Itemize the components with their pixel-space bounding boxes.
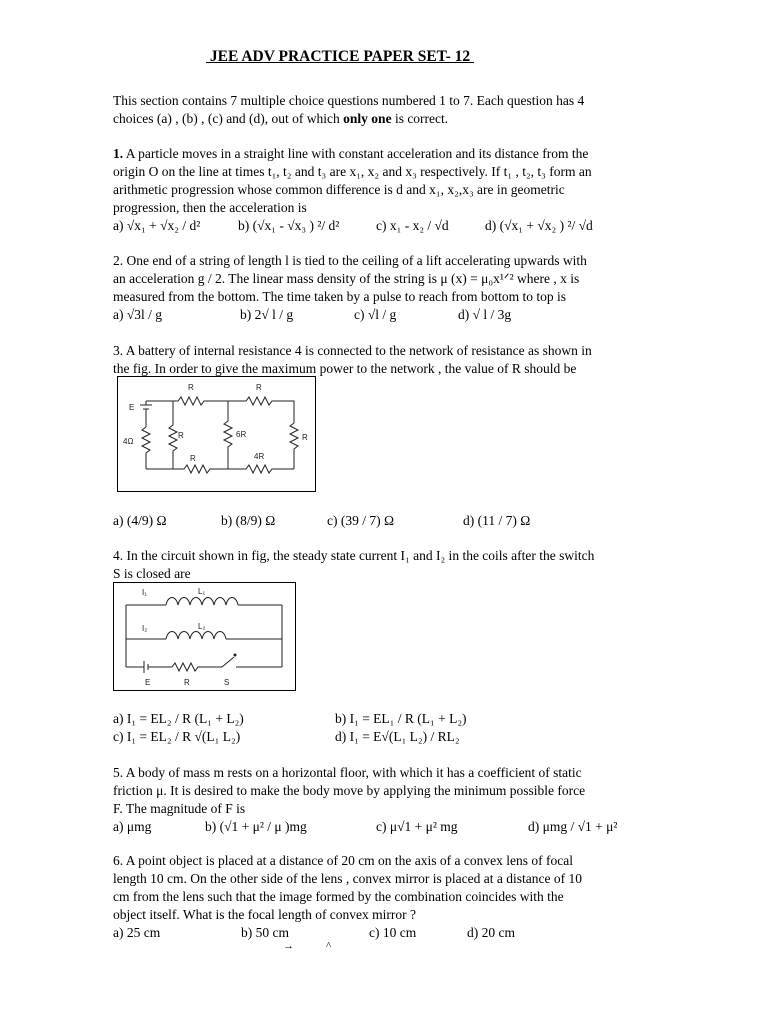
option-c: c) √l / g [354, 307, 397, 322]
question-1: 1. A particle moves in a straight line with constant acceleration and its distance from the origin O on the line at times t₁, t₂ and t₃ are x₁, x₂ and x₃ respectively. If t₁ , t₂, t₃ form an arithmetic progression whose common difference is d and x₁, x₂,x₃ are in geometric progression, then the acceleration is a) √x₁ + √x₂ / d² b) (√x₁ - √x₃ ) ²/ d² c) x₁ - x₂ / √d d) (√x₁ + √x₂ ) ²/ √d [113, 145, 653, 235]
label-r-internal: 4Ω [123, 437, 134, 446]
question-5: 5. A body of mass m rests on a horizontal floor, with which it has a coefficient of static friction μ. It is desired to make the body move by applying the minimum possible force F. The magnitude of F is a) μmg b) (√1 + μ² / μ )mg c) μ√1 + μ² mg d) μmg / √1 + μ² [113, 764, 653, 836]
option-c: c) x₁ - x₂ / √d [376, 218, 449, 233]
label-e: E [129, 403, 135, 412]
option-b: b) (8/9) Ω [221, 513, 276, 528]
option-c: c) (39 / 7) Ω [327, 513, 395, 528]
question-number: 1. [113, 146, 124, 161]
question-2: 2. One end of a string of length l is tied to the ceiling of a lift accelerating upwards with an acceleration g / 2. The linear mass density of the string is μ (x) = μ₀x¹ᐟ² where , x is measured from the bottom. The time taken by a pulse to reach from bottom to top is a) √3l / g b) 2√ l / g c) √l / g d) √ l / 3g [113, 252, 653, 324]
resistor-network-figure [117, 376, 316, 492]
option-b: b) (√x₁ - √x₃ ) ²/ d² [238, 218, 340, 233]
instructions-line: This section contains 7 multiple choice questions numbered 1 to 7. Each question has 4 [113, 93, 585, 108]
option-b: b) 2√ l / g [240, 307, 294, 322]
options-row [113, 728, 653, 746]
label-r-top-2: R [256, 383, 262, 392]
question-4: 4. In the circuit shown in fig, the steady state current I₁ and I₂ in the coils after the switch S is closed are [113, 548, 595, 581]
options-row [113, 818, 653, 836]
label-r-mid-2: 6R [236, 430, 247, 439]
label-r: R [184, 678, 190, 687]
options-row [113, 217, 653, 235]
option-c: c) I₁ = EL₂ / R √(L₁ L₂) [113, 729, 241, 744]
option-d: d) I₁ = E√(L₁ L₂) / RL₂ [335, 729, 460, 744]
options-row [113, 710, 653, 728]
option-d: d) (√x₁ + √x₂ ) ²/ √d [485, 218, 593, 233]
option-a: a) 25 cm [113, 925, 161, 940]
label-i1: I₁ [142, 588, 147, 597]
label-r-mid-1: R [178, 431, 184, 440]
instructions [113, 92, 653, 128]
label-e: E [145, 678, 151, 687]
option-b: b) I₁ = EL₁ / R (L₁ + L₂) [335, 711, 467, 726]
label-r-top-1: R [188, 383, 194, 392]
question-3-options [113, 512, 653, 530]
inductor-circuit-figure [113, 582, 296, 691]
cutoff-mark-caret: ^ [326, 940, 332, 952]
option-d: d) (11 / 7) Ω [463, 513, 531, 528]
label-r-bottom-2: 4R [254, 452, 265, 461]
question-6: 6. A point object is placed at a distance of 20 cm on the axis of a convex lens of focal length 10 cm. On the other side of the lens , convex mirror is placed at a distance of 10 cm from the lens such that the image formed by the combination coincides with the object itself. What is the focal length of convex mirror ? a) 25 cm b) 50 cm c) 10 cm d) 20 cm [113, 852, 653, 942]
label-l1: L₁ [198, 587, 206, 596]
option-b: b) 50 cm [241, 925, 289, 940]
option-a: a) √x₁ + √x₂ / d² [113, 218, 201, 233]
option-c: c) μ√1 + μ² mg [376, 819, 458, 834]
option-c: c) 10 cm [369, 925, 417, 940]
label-i2: I₂ [142, 624, 148, 633]
question-4-options [113, 710, 653, 746]
option-a: a) √3l / g [113, 307, 163, 322]
label-r-right: R [302, 433, 308, 442]
option-a: a) (4/9) Ω [113, 513, 167, 528]
options-row [113, 512, 653, 530]
label-s: S [224, 678, 230, 687]
option-a: a) I₁ = EL₂ / R (L₁ + L₂) [113, 711, 244, 726]
options-row [113, 924, 653, 942]
option-d: d) 20 cm [467, 925, 515, 940]
label-l2: L₂ [198, 622, 206, 631]
option-b: b) (√1 + μ² / μ )mg [205, 819, 307, 834]
option-d: d) μmg / √1 + μ² [528, 819, 618, 834]
option-d: d) √ l / 3g [458, 307, 512, 322]
label-r-bottom-1: R [190, 454, 196, 463]
paper-title: JEE ADV PRACTICE PAPER SET- 12 [206, 48, 474, 65]
options-row [113, 306, 653, 324]
instructions-line: choices (a) , (b) , (c) and (d), out of which only one is correct. [113, 111, 449, 126]
question-3: 3. A battery of internal resistance 4 is connected to the network of resistance as shown in the fig. In order to give the maximum power to the network , the value of R should be [113, 343, 592, 376]
cutoff-mark-arrow: → [283, 940, 294, 952]
instructions-emphasis: only one [343, 111, 392, 126]
option-a: a) μmg [113, 819, 152, 834]
